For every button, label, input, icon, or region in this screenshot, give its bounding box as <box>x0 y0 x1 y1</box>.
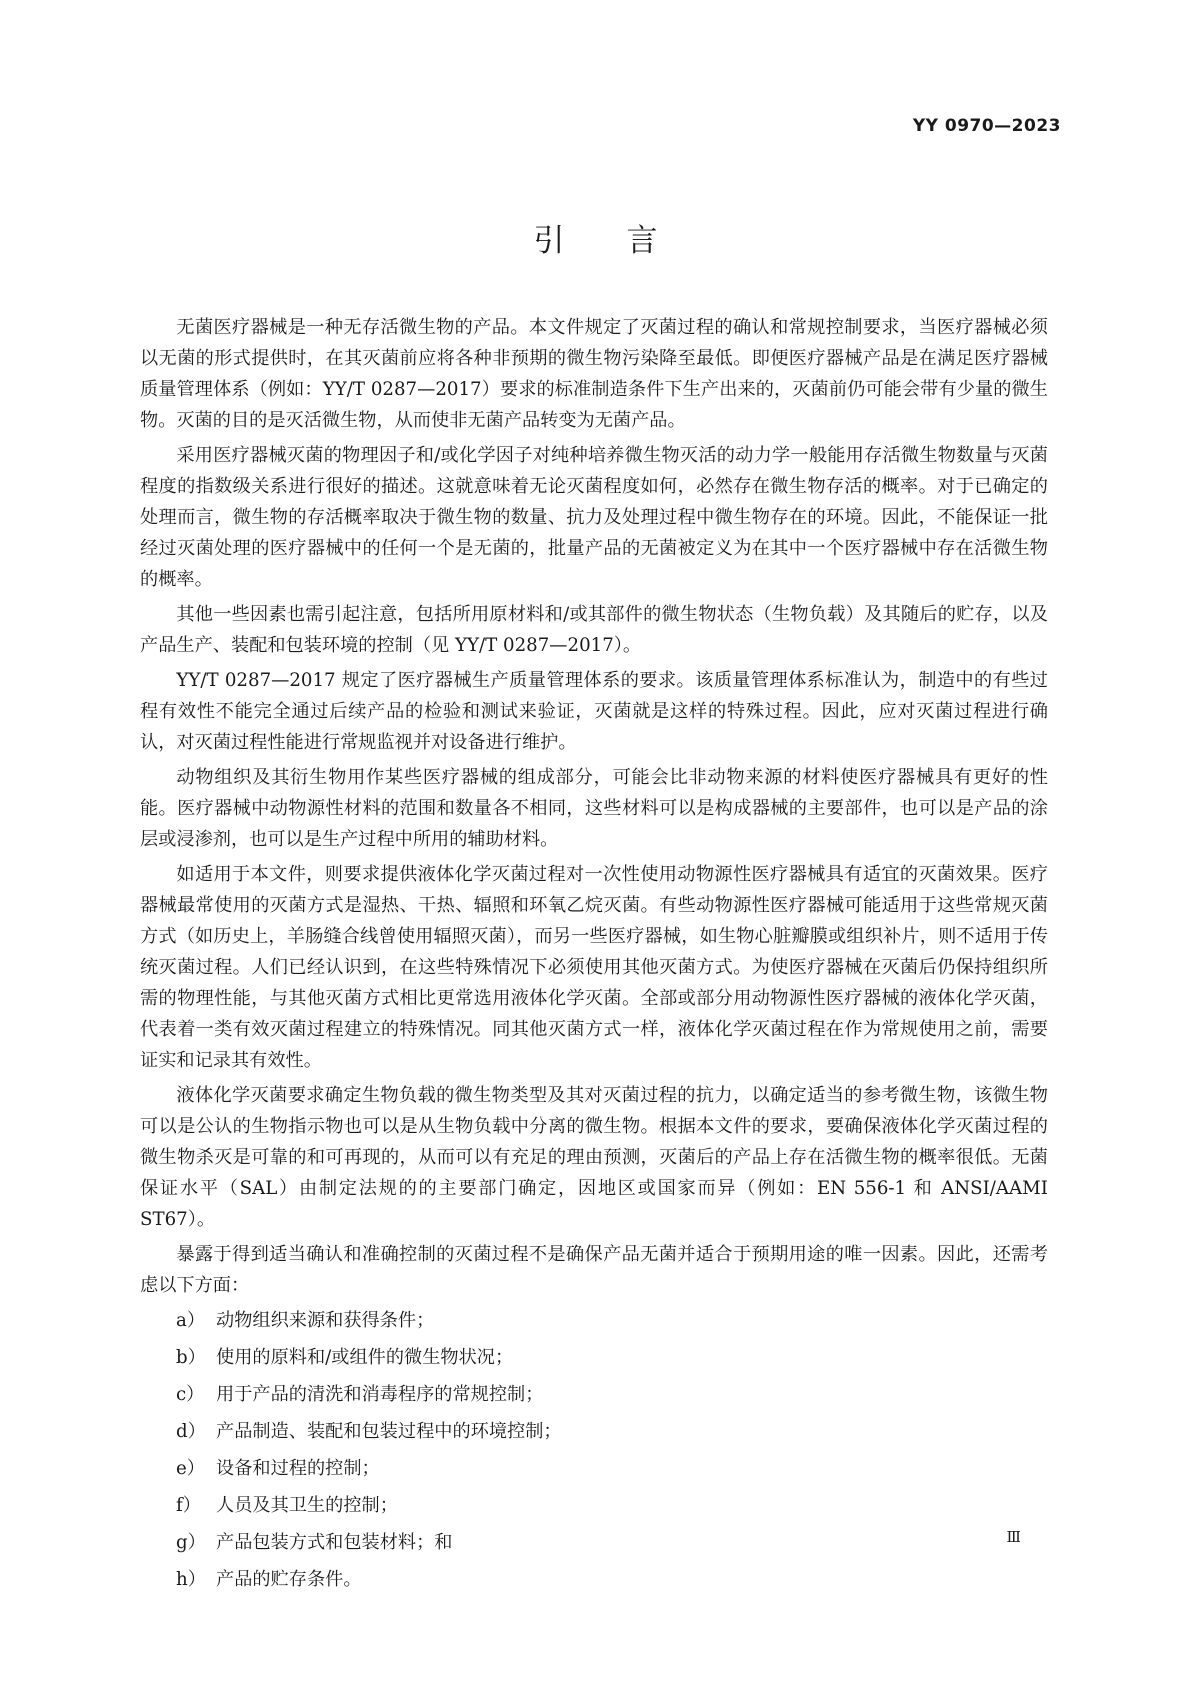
list-marker: b） <box>176 1347 206 1368</box>
page-title: 引言 <box>533 223 720 259</box>
body-content <box>140 312 1048 1601</box>
paragraph-4: YY/T 0287—2017 规定了医疗器械生产质量管理体系的要求。该质量管理体系标准认为，制造中的有些过程有效性不能完全通过后续产品的检验和测试来验证，灭菌就是这样的特殊过程。因此，应对灭菌过程进行确认，对灭菌过程性能进行常规监视并对设备进行维护。 <box>140 670 1048 753</box>
document-code: YY 0970—2023 <box>912 116 1061 136</box>
list-marker: g） <box>176 1532 206 1553</box>
list-item <box>140 1564 1048 1595</box>
list-marker: f） <box>176 1495 201 1516</box>
list-marker: h） <box>176 1569 206 1590</box>
list-text: 使用的原料和/或组件的微生物状况； <box>216 1347 514 1368</box>
list-text: 人员及其卫生的控制； <box>216 1495 398 1516</box>
paragraph-5: 动物组织及其衍生物用作某些医疗器械的组成部分，可能会比非动物来源的材料使医疗器械具有更好的性能。医疗器械中动物源性材料的范围和数量各不相同，这些材料可以是构成器械的主要部件，也可以是产品的涂层或浸渗剂，也可以是生产过程中所用的辅助材料。 <box>140 767 1048 850</box>
paragraph-3: 其他一些因素也需引起注意，包括所用原材料和/或其部件的微生物状态（生物负载）及其随后的贮存，以及产品生产、装配和包装环境的控制（见 YY/T 0287—2017）。 <box>140 604 1048 656</box>
list-text: 用于产品的清洗和消毒程序的常规控制； <box>216 1384 544 1405</box>
list-text: 产品的贮存条件。 <box>216 1569 362 1590</box>
paragraph-7: 液体化学灭菌要求确定生物负载的微生物类型及其对灭菌过程的抗力，以确定适当的参考微生物，该微生物可以是公认的生物指示物也可以是从生物负载中分离的微生物。根据本文件的要求，要确保液体化学灭菌过程的微生物杀灭是可靠的和可再现的，从而可以有充足的理由预测，灭菌后的产品上存在活微生物的概率很低。无菌保证水平（SAL）由制定法规的的主要部门确定，因地区或国家而异（例如：EN 556-1 和 ANSI/AAMI ST67）。 <box>140 1085 1048 1230</box>
list-item <box>140 1342 1048 1373</box>
list-item <box>140 1416 1048 1447</box>
paragraph-2: 采用医疗器械灭菌的物理因子和/或化学因子对纯种培养微生物灭活的动力学一般能用存活微生物数量与灭菌程度的指数级关系进行很好的描述。这就意味着无论灭菌程度如何，必然存在微生物存活的概率。对于已确定的处理而言，微生物的存活概率取决于微生物的数量、抗力及处理过程中微生物存在的环境。因此，不能保证一批经过灭菌处理的医疗器械中的任何一个是无菌的，批量产品的无菌被定义为在其中一个医疗器械中存在活微生物的概率。 <box>140 445 1048 590</box>
list-text: 动物组织来源和获得条件； <box>216 1310 435 1331</box>
paragraph-8: 暴露于得到适当确认和准确控制的灭菌过程不是确保产品无菌并适合于预期用途的唯一因素。因此，还需考虑以下方面： <box>140 1244 1048 1296</box>
list-marker: c） <box>176 1384 205 1405</box>
list-item <box>140 1453 1048 1484</box>
list-text: 产品包装方式和包装材料；和 <box>216 1532 453 1553</box>
considerations-list <box>140 1305 1048 1595</box>
list-item <box>140 1305 1048 1336</box>
list-item <box>140 1527 1048 1558</box>
paragraph-6: 如适用于本文件，则要求提供液体化学灭菌过程对一次性使用动物源性医疗器械具有适宜的灭菌效果。医疗器械最常使用的灭菌方式是湿热、干热、辐照和环氧乙烷灭菌。有些动物源性医疗器械可能适用于这些常规灭菌方式（如历史上，羊肠缝合线曾使用辐照灭菌），而另一些医疗器械，如生物心脏瓣膜或组织补片，则不适用于传统灭菌过程。人们已经认识到，在这些特殊情况下必须使用其他灭菌方式。为使医疗器械在灭菌后仍保持组织所需的物理性能，与其他灭菌方式相比更常选用液体化学灭菌。全部或部分用动物源性医疗器械的液体化学灭菌，代表着一类有效灭菌过程建立的特殊情况。同其他灭菌方式一样，液体化学灭菌过程在作为常规使用之前，需要证实和记录其有效性。 <box>140 864 1048 1071</box>
paragraph-1: 无菌医疗器械是一种无存活微生物的产品。本文件规定了灭菌过程的确认和常规控制要求，当医疗器械必须以无菌的形式提供时，在其灭菌前应将各种非预期的微生物污染降至最低。即便医疗器械产品是在满足医疗器械质量管理体系（例如：YY/T 0287—2017）要求的标准制造条件下生产出来的，灭菌前仍可能会带有少量的微生物。灭菌的目的是灭活微生物，从而使非无菌产品转变为无菌产品。 <box>140 317 1048 431</box>
list-item <box>140 1490 1048 1521</box>
list-text: 设备和过程的控制； <box>216 1458 380 1479</box>
list-item <box>140 1379 1048 1410</box>
list-marker: a） <box>176 1310 206 1331</box>
list-text: 产品制造、装配和包装过程中的环境控制； <box>216 1421 562 1442</box>
page-number: Ⅲ <box>1006 1528 1021 1546</box>
list-marker: e） <box>176 1458 205 1479</box>
list-marker: d） <box>176 1421 206 1442</box>
